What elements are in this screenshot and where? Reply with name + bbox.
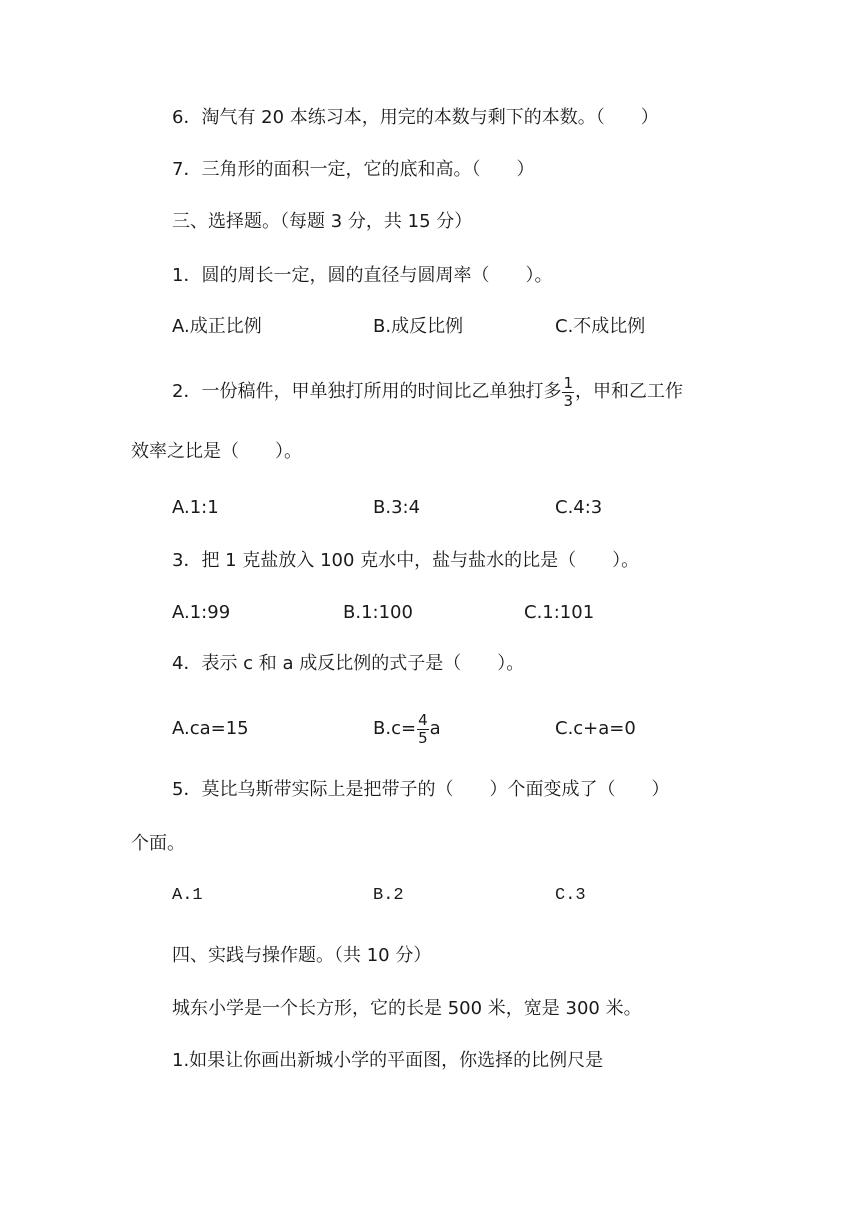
choice-5-stem: 5．莫比乌斯带实际上是把带子的（ ）个面变成了（ ） xyxy=(172,779,670,800)
section-4-heading: 四、实践与操作题。（共 10 分） xyxy=(172,945,432,966)
choice-1-option-a: A.成正比例 xyxy=(172,316,262,337)
fraction-denominator: 5 xyxy=(418,728,428,747)
choice-3-option-c: C.1:101 xyxy=(524,602,595,623)
fraction-four-fifths xyxy=(417,712,429,747)
section-3-heading: 三、选择题。（每题 3 分，共 15 分） xyxy=(172,211,473,232)
choice-4-option-b-before: B.c= xyxy=(373,718,417,739)
practice-question-1: 1.如果让你画出新城小学的平面图，你选择的比例尺是 xyxy=(172,1050,604,1071)
choice-2-stem xyxy=(172,372,683,412)
choice-2-stem-after: ，甲和乙工作 xyxy=(575,381,683,402)
choice-5-option-b: B.2 xyxy=(373,886,404,905)
choice-1-option-c: C.不成比例 xyxy=(555,316,646,337)
choice-3-option-b: B.1:100 xyxy=(343,602,413,623)
choice-4-stem: 4．表示 c 和 a 成反比例的式子是（ ）。 xyxy=(172,653,525,674)
choice-1-option-b: B.成反比例 xyxy=(373,316,464,337)
fraction-numerator: 4 xyxy=(418,710,428,729)
choice-4-option-c: C.c+a=0 xyxy=(555,718,636,739)
fraction-one-third xyxy=(562,375,574,410)
choice-3-option-a: A.1:99 xyxy=(172,602,231,623)
choice-4-option-b-after: a xyxy=(429,718,441,739)
choice-5-stem-continued: 个面。 xyxy=(131,833,185,854)
choice-5-option-c: C.3 xyxy=(555,886,586,905)
practice-intro: 城东小学是一个长方形，它的长是 500 米，宽是 300 米。 xyxy=(172,998,642,1019)
choice-2-option-a: A.1:1 xyxy=(172,497,219,518)
choice-4-option-a: A.ca=15 xyxy=(172,718,249,739)
question-6: 6．淘气有 20 本练习本，用完的本数与剩下的本数。（ ） xyxy=(172,107,659,128)
choice-2-stem-continued: 效率之比是（ ）。 xyxy=(131,441,302,462)
fraction-numerator: 1 xyxy=(563,373,573,392)
choice-1-stem: 1．圆的周长一定，圆的直径与圆周率（ ）。 xyxy=(172,265,553,286)
question-7: 7．三角形的面积一定，它的底和高。（ ） xyxy=(172,159,535,180)
choice-2-option-c: C.4:3 xyxy=(555,497,603,518)
choice-2-option-b: B.3:4 xyxy=(373,497,421,518)
choice-3-stem: 3．把 1 克盐放入 100 克水中，盐与盐水的比是（ ）。 xyxy=(172,550,640,571)
fraction-denominator: 3 xyxy=(563,391,573,410)
choice-2-stem-before: 2．一份稿件，甲单独打所用的时间比乙单独打多 xyxy=(172,381,562,402)
choice-5-option-a: A.1 xyxy=(172,886,203,905)
choice-4-option-b xyxy=(373,706,441,752)
